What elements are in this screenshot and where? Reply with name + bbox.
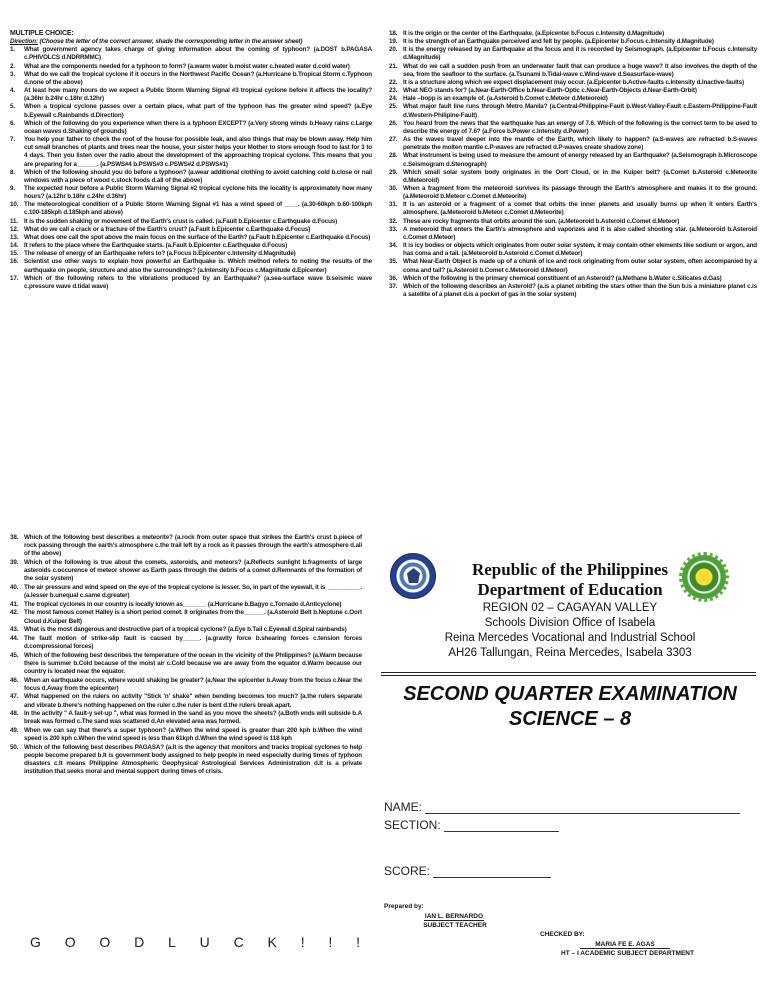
direction-text: (Choose the letter of the correct answer, shade the corresponding letter in the answer sheet) <box>39 38 303 46</box>
question-item <box>389 120 757 136</box>
question-number: 24. <box>389 95 398 103</box>
question-item <box>10 693 362 709</box>
question-number: 6. <box>10 119 15 127</box>
question-item <box>10 727 362 743</box>
section-label: SECTION: <box>384 818 441 832</box>
question-number: 31. <box>389 201 398 209</box>
question-text: At least how many hours do we expect a Public Storm Warning Signal #3 tropical cyclone before it affects the locality? (a.36hr b.24hr c.18hr d.12hr) <box>24 87 372 103</box>
question-number: 4. <box>10 87 15 95</box>
score-field[interactable] <box>384 864 551 878</box>
question-text: What is the most dangerous and destructive part of a tropical cyclone? (a.Eye b.Tail c.Eyewall d.Spiral rainbands) <box>24 626 347 634</box>
question-item <box>389 226 757 242</box>
department-heading: Department of Education <box>477 580 663 599</box>
question-item <box>10 226 372 234</box>
question-item <box>10 201 372 217</box>
question-number: 2. <box>10 62 15 70</box>
question-item <box>389 201 757 217</box>
name-label: NAME: <box>384 800 423 814</box>
question-number: 14. <box>10 242 19 250</box>
question-item <box>10 234 372 242</box>
question-number: 3. <box>10 70 15 78</box>
question-item <box>10 46 372 62</box>
good-luck-letter: ! <box>356 934 360 950</box>
questions-column-1 <box>10 30 372 291</box>
question-number: 28. <box>389 152 398 160</box>
question-item <box>10 242 372 250</box>
prepared-by-label: Prepared by: <box>384 903 424 910</box>
question-number: 41. <box>10 600 19 608</box>
question-text: Which of the following best describes the temperature of the ocean in the vicinity of the Philippines? (a.Warm because there is summer b.Cold because of the moist air c.Cold because we are away from the equator d.Warm because our country is located near the equator. <box>24 651 362 675</box>
question-number: 44. <box>10 634 19 642</box>
question-text: It is the sudden shaking or movement of the Earth's crust is called. (a.Fault b.Epicenter c.Earthquake d.Focus) <box>24 217 338 225</box>
question-text: Which of the following refers to the vibrations produced by an Earthquake? (a.sea-surface wave b.seismic wave c.pressure wave d.tidal wave) <box>24 274 372 290</box>
question-text: Scientist use other ways to explain how powerful an Earthquake is. Which method refers to noting the results of the earthquake on people, structure and also the surroundings? (a.Intensity b.Focus c.Magnitude d.Epicenter) <box>24 258 372 274</box>
question-list-3 <box>10 534 362 777</box>
question-number: 1. <box>10 46 15 54</box>
question-item <box>10 87 372 103</box>
question-item <box>10 601 362 609</box>
question-number: 5. <box>10 103 15 111</box>
question-number: 32. <box>389 217 398 225</box>
question-number: 38. <box>10 534 19 541</box>
question-item <box>10 744 362 777</box>
question-item <box>10 635 362 651</box>
question-text: A meteoroid that enters the Earth's atmosphere and vaporizes and it is also called shooting star. (a.Meteoroid b.Asteroid c.Comet d.Meteor) <box>403 225 757 241</box>
question-text: Which of the following describes an Asteroid? (a.is a planet orbiting the stars other than the Sun b.is a miniature planet c.is a satellite of a planet d.is a pocket of gas in the solar system) <box>403 282 757 298</box>
question-item <box>10 218 372 226</box>
question-number: 37. <box>389 282 398 290</box>
question-item <box>10 652 362 676</box>
good-luck-letter: L <box>168 934 176 950</box>
question-number: 18. <box>389 30 398 37</box>
question-item <box>10 63 372 71</box>
question-item <box>10 71 372 87</box>
question-number: 39. <box>10 558 19 566</box>
question-number: 17. <box>10 274 19 282</box>
preparer-title: SUBJECT TEACHER <box>423 922 487 929</box>
question-item <box>10 250 372 258</box>
questions-column-2 <box>389 30 757 299</box>
questions-column-3 <box>10 534 362 777</box>
question-text: Which small solar system body originates in the Oort Cloud, or in the Kuiper belt? (a.Comet b.Asteroid c.Meteorite d.Meteoroid) <box>403 168 757 184</box>
question-number: 8. <box>10 168 15 176</box>
question-item <box>10 677 362 693</box>
question-text: It is icy bodies or objects which originates from outer solar system, it may contain other elements like sodium or argon, and has coma and a tail. (a.Meteoroid b.Asteroid c.Comet d.Meteor) <box>403 242 757 258</box>
good-luck-letter: D <box>134 934 145 950</box>
name-field[interactable] <box>384 800 740 814</box>
question-text: The meteorological condition of a Public Storm Warning Signal #1 has a wind speed of ____. (a.30-60kph b.60-100kph c.100-185kph d.185kph and above) <box>24 201 372 217</box>
question-text: What Near-Earth Object is made up of a chunk of ice and rock originating from outer solar system, often accompanied by a coma and tail? (a.Asteroid b.Comet c.Meteoroid d.Meteor) <box>403 258 757 274</box>
question-number: 34. <box>389 242 398 250</box>
question-item <box>389 185 757 201</box>
question-text: The tropical cyclones in our country is locally known as_______ (a.Hurricane b.Bagyo c.Tornado d.Anticyclone) <box>24 600 342 608</box>
question-number: 21. <box>389 62 398 70</box>
section-blank[interactable] <box>444 821 559 832</box>
address-heading: AH26 Tallungan, Reina Mercedes, Isabela 3303 <box>448 647 692 659</box>
question-number: 27. <box>389 136 398 144</box>
question-number: 13. <box>10 233 19 241</box>
question-text: You help your father to check the roof of the house for possible leak, and also things that may be blown away. Help him cut small branches of plants and trees near the house, your sister helps your Mother to store enough food to last for 3 to 4 days. Then you listen over the radio about the development of the approaching tropical cyclone. This means that you are preparing for a______. (a.PSWS#4 b.PSWS#3 c.PSWS#2 d.PSWS#1) <box>24 136 372 168</box>
question-number: 7. <box>10 136 15 144</box>
question-number: 20. <box>389 46 398 54</box>
question-item <box>389 152 757 168</box>
good-luck-letter: U <box>199 934 210 950</box>
question-text: You heard from the news that the earthquake has an energy of 7.6. Which of the following is the correct term to be used to describe the energy of 7.6? (a.Force b.Power c.Intensity d.Power) <box>403 119 757 135</box>
question-text: As the waves travel deeper into the mantle of the Earth, which likely to happen? (a.S-waves are refracted b.S-waves penetrate the molten mantle c.P-waves are refracted d.P-waves create shadow zone) <box>403 136 757 152</box>
question-item <box>10 534 362 558</box>
question-text: In the activity " A fault-y set-up ", what was formed in the sand as you move the sheets? (a.Both ends will subside b.A break was formed c.The sand was scattered d.An elevated area was formed. <box>24 710 362 726</box>
question-number: 22. <box>389 78 398 86</box>
question-number: 10. <box>10 201 19 209</box>
question-text: What are the components needed for a typhoon to form? (a.warm water b.moist water c.heated water d.cold water) <box>24 62 350 70</box>
question-item <box>389 103 757 119</box>
question-text: It is a structure along which we expect displacement may occur. (a.Epicenter b.Active-faults c.Intensity d.Inactive-faults) <box>403 78 744 86</box>
subject-title: SCIENCE – 8 <box>508 708 632 730</box>
good-luck-letter: O <box>99 934 111 950</box>
question-text: What do we call a crack or a fracture of the Earth's crust? (a.Fault b.Epicenter c.Earthquake d.Focus) <box>24 225 311 233</box>
question-number: 47. <box>10 693 19 701</box>
question-text: Which of the following is the primary chemical constituent of an Asteroid? (a.Methane b.Water c.Silicates d.Gas) <box>403 274 722 282</box>
question-number: 19. <box>389 38 398 46</box>
checker-name: MARIA FE E. AGAS <box>580 941 670 949</box>
division-heading: Schools Division Office of Isabela <box>484 617 656 629</box>
good-luck-letter: K <box>267 934 277 950</box>
question-number: 23. <box>389 87 398 95</box>
section-field[interactable] <box>384 818 559 832</box>
question-item <box>10 136 372 169</box>
question-number: 30. <box>389 184 398 192</box>
question-item <box>10 275 372 291</box>
question-number: 40. <box>10 583 19 591</box>
question-text: What do we call the tropical cyclone if it occurs in the Northwest Pacific Ocean? (a.Hurricane b.Tropical Storm c.Typhoon d.none of the above) <box>24 70 372 86</box>
question-text: It refers to the place where the Earthquake starts. (a.Fault b.Epicenter c.Earthquake d.Focus) <box>24 242 288 250</box>
question-item <box>389 87 757 95</box>
question-item <box>10 103 372 119</box>
question-item <box>10 626 362 634</box>
question-text: Which of the following is true about the comets, asteroids, and meteors? (a.Reflects sunlight b.fragments of large asteroids c.occurence of meteor shower as Earth pass through the debris of a comet d.Remnants of the formation of the solar system) <box>24 558 362 583</box>
divider-line <box>381 672 756 673</box>
good-luck-letter: G <box>30 934 41 950</box>
question-number: 50. <box>10 743 19 751</box>
question-item <box>389 30 757 38</box>
question-text: It is the origin or the center of the Earthquake. (a.Epicenter b.Focus c.Intensity d.Magnitude) <box>403 30 665 37</box>
question-item <box>10 609 362 625</box>
question-number: 15. <box>10 250 19 258</box>
section-title: MULTIPLE CHOICE: <box>10 30 74 37</box>
question-number: 42. <box>10 609 19 617</box>
question-number: 46. <box>10 676 19 684</box>
question-text: The release of energy of an Earthquake refers to? (a.Focus b.Epicenter c.Intensity d.Magnitude) <box>24 250 296 258</box>
good-luck-letter: ! <box>328 934 333 950</box>
question-item <box>10 710 362 726</box>
question-text: Hale –bopp is an example of. (a.Asteroid b.Comet c.Meteor d.Meteoroid) <box>403 95 608 103</box>
question-number: 26. <box>389 119 398 127</box>
question-text: Which of the following do you experience when there is a typhoon EXCEPT? (a.Very strong winds b.Heavy rains c.Large ocean waves d.Shaking of grounds) <box>24 119 372 135</box>
question-list-1 <box>10 46 372 291</box>
question-number: 45. <box>10 651 19 659</box>
preparer-name: IAN L. BERNARDO <box>424 913 484 920</box>
question-item <box>389 46 757 62</box>
good-luck-text <box>30 934 360 950</box>
question-text: What NEO stands for? (a.Near-Earth-Office b.Near-Earth-Optic c.Near-Earth-Objects d.Near-Earth-Orbit) <box>403 87 697 95</box>
question-number: 16. <box>10 258 19 266</box>
question-text: What government agency takes charge of giving information about the coming of typhoon? (a.DOST b.PAGASA c.PHIVOLCS d.NDRRMMC) <box>24 46 372 62</box>
question-text: It is an asteroid or a fragment of a comet that orbits the inner planets and usually burns up when it enters Earth's atmosphere. (a.Meteoroid b.Meteor c.Comet d.Meteorite) <box>403 201 757 217</box>
question-text: When a tropical cyclone passes over a certain place, what part of the typhoon has the greater wind speed? (a.Eye b.Eyewall c.Rainbands d.Direction) <box>24 103 372 119</box>
question-number: 49. <box>10 727 19 735</box>
question-number: 48. <box>10 710 19 718</box>
question-item <box>10 559 362 583</box>
region-heading: REGION 02 – CAGAYAN VALLEY <box>482 602 658 614</box>
score-blank[interactable] <box>433 867 551 878</box>
question-text: These are rocky fragments that orbits around the sun. (a.Meteoroid b.Asteroid c.Comet d.Meteor) <box>403 217 680 225</box>
question-text: The expected hour before a Public Storm Warning Signal #2 tropical cyclone hits the locality is approximately how many hours? (a.12hr b.18hr c.24hr d.36hr) <box>24 184 372 201</box>
question-item <box>389 283 757 299</box>
question-text: When we can say that there's a super typhoon? (a.When the wind speed is greater than 200 kph b.When the wind speed is 200 kph c.When the wind speed is less than 61kph d.When the wind speed is 118 kph <box>24 727 362 743</box>
question-number: 11. <box>10 217 18 225</box>
republic-heading: Republic of the Philippines <box>471 560 668 579</box>
score-label: SCORE: <box>384 864 431 878</box>
question-item <box>10 169 372 185</box>
question-text: It is the energy released by an Earthquake at the focus and it is recorded by Seismograph. (a.Epicenter b.Focus c.Intensity d.Magnitude) <box>403 46 757 62</box>
question-item <box>389 169 757 185</box>
question-text: The fault motion of strike-slip fault is caused by_____. (a.gravity force b.shearing forces c.tension forces d.compressional forces) <box>24 634 362 651</box>
question-text: Which of the following should you do before a typhoon? (a.wear additional clothing to avoid catching cold b.close or nail windows with a piece of wood c.stock foods d.all of the above) <box>24 168 372 184</box>
divider-line <box>381 675 756 676</box>
question-text: When a fragment from the meteoroid survives its passage through the Earth's atmosphere and makes it to the ground. (a.Meteoroid b.Meteor c.Comet d.Meteorite) <box>403 184 757 201</box>
question-number: 43. <box>10 626 19 634</box>
question-number: 25. <box>389 103 398 111</box>
question-item <box>389 79 757 87</box>
question-number: 33. <box>389 225 398 233</box>
question-item <box>389 136 757 152</box>
question-item <box>10 120 372 136</box>
school-heading: Reina Mercedes Vocational and Industrial School <box>444 632 696 644</box>
checker-title: HT – I ACADEMIC SUBJECT DEPARTMENT <box>561 950 694 957</box>
question-text: Which of the following best describes PAGASA? (a.It is the agency that monitors and tracks tropical cyclones to help people become prepared b.It is government body assigned to help people in need especially during times of typhoon disasters c.It means Philippine Atmospheric Geophysical Astrological Services Administration d.It is a private institution that seeks moral and mental support during times of crisis. <box>24 743 362 776</box>
question-text: The most famous comet Halley is a short period comet. It originates from the______. (a.Asteroid Belt b.Neptune c.Oort Cloud d.Kuiper Belt) <box>24 609 362 625</box>
question-number: 35. <box>389 258 398 266</box>
question-number: 12. <box>10 225 19 233</box>
question-text: It is the strength of an Earthquake perceived and felt by people. (a.Epicenter b.Focus c.Intensity d.Magnitude) <box>403 38 714 46</box>
question-item <box>389 218 757 226</box>
question-item <box>389 63 757 79</box>
question-item <box>389 38 757 46</box>
question-item <box>389 95 757 103</box>
question-text: What instrument is being used to measure the amount of energy released by an Earthquake? (a.Seismograph b.Microscope c.Seismogram d.Stenograph) <box>403 152 757 168</box>
question-text: What do we call a sudden push from an underwater fault that can produce a huge wave? It also involves the depth of the sea, from the seafloor to the surface. (a.Tsunami b.Tidal-wave c.Wind-wave d.Seasurface-wave) <box>403 62 757 78</box>
question-number: 9. <box>10 184 15 192</box>
name-blank[interactable] <box>425 803 740 814</box>
question-item <box>389 258 757 274</box>
question-text: When an earthquake occurs, where would shaking be greater? (a.Near the epicenter b.Away from the focus c.Near the focus d.Away from the epicenter) <box>24 676 362 692</box>
good-luck-letter: C <box>233 934 244 950</box>
question-item <box>10 185 372 201</box>
question-item <box>389 242 757 258</box>
good-luck-letter: ! <box>300 934 305 950</box>
good-luck-letter: O <box>64 934 76 950</box>
question-list-2 <box>389 30 757 299</box>
question-text: The air pressure and wind speed on the eye of the tropical cyclone is lesser. So, in part of the eyewall, it is __________. (a.lesser b.unequal c.same d.greater) <box>24 583 362 600</box>
question-text: Which of the following best describes a meteorite? (a.rock from outer space that strikes the Earth's crust b.piece of rock passing through the earth's atmosphere c.the trail left by a rock as it passes through the earth's atmosphere d.all of the above) <box>24 534 362 558</box>
question-item <box>10 258 372 274</box>
checked-by-label: CHECKED BY: <box>540 931 585 938</box>
question-text: What happened on the rulers on activity "Stick 'n' shake" when bending becomes too much? (a.the rulers separate and vibrate b.there's nothing happened on the ruler c.the ruler is bent d.the rulers break apart. <box>24 693 362 709</box>
question-number: 29. <box>389 168 398 176</box>
exam-title: SECOND QUARTER EXAMINATION <box>403 683 737 705</box>
question-item <box>10 584 362 600</box>
direction-label: Direction: <box>10 38 38 46</box>
question-item <box>389 275 757 283</box>
question-text: What major fault line runs through Metro Manila? (a.Central-Philippine-Fault b.West-Valley-Fault c.Eastern-Philippine-Fault d.Western-Philipine-Fault) <box>403 103 757 119</box>
directions <box>10 38 372 46</box>
question-number: 36. <box>389 274 398 282</box>
question-text: What does one call the spot above the main focus on the surface of the Earth? (a.Fault b.Epicenter c.Earthquake d.Focus) <box>24 233 371 241</box>
